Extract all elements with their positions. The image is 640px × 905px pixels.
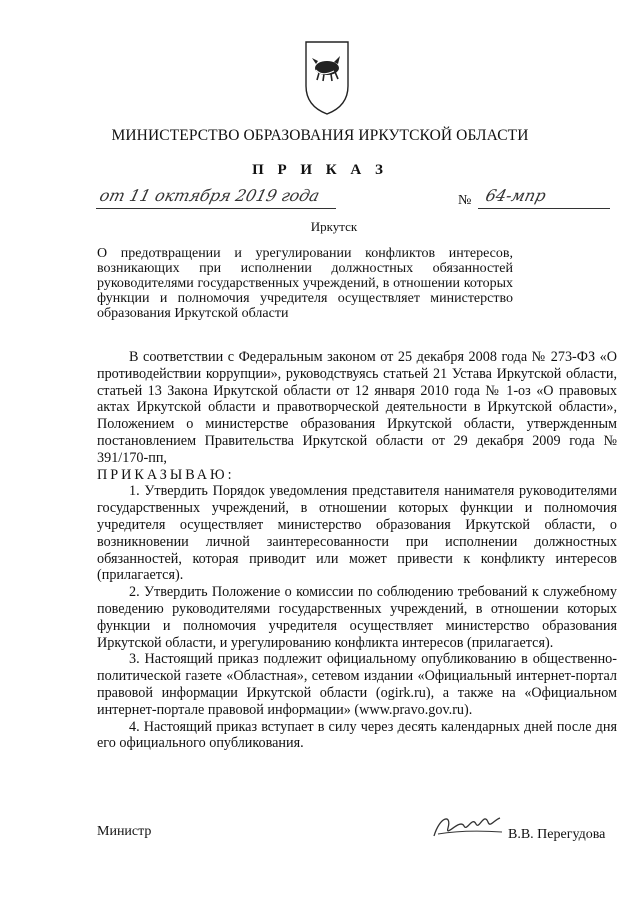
city-label: Иркутск [310,219,358,234]
number-underline [478,208,610,209]
handwritten-date: от 11 октября 2019 года [97,186,322,205]
order-item-3: 3. Настоящий приказ подлежит официальному опубликованию в общественно-политической газете «Областная», сетевом издании «Официальный интернет-портал правовой информации Иркутской области (ogirk.ru), а также на «Официальном интернет-портале правовой информации» (www.pravo.gov.ru). [97,651,617,718]
ministry-title: МИНИСТЕРСТВО ОБРАЗОВАНИЯ ИРКУТСКОЙ ОБЛАСТИ [111,127,529,144]
date-underline [96,208,336,209]
order-body [97,349,617,752]
signatory-name: В.В. Перегудова [508,827,606,842]
document-type-title: П Р И К А З [252,162,388,178]
order-item-2: 2. Утвердить Положение о комиссии по соблюдению требований к служебному поведению руководителями государственных учреждений, в отношении которых функции и полномочия учредителя осуществляет министерство образования Иркутской области, и урегулированию конфликта интересов (прилагается). [97,584,617,651]
preamble-paragraph: В соответствии с Федеральным законом от 25 декабря 2008 года № 273-ФЗ «О противодействии коррупции», руководствуясь статьей 21 Устава Иркутской области, статьей 13 Закона Иркутской области от 12 января 2010 года № 1-оз «О правовых актах Иркутской области и правотворческой деятельности в Иркутской области», Положением о министерстве образования Иркутской области, утвержденным постановлением Правительства Иркутской области от 29 декабря 2009 года № 391/170-пп, [97,349,617,466]
number-label: № [458,193,472,208]
handwritten-number: 64-мпр [483,186,548,205]
order-item-4: 4. Настоящий приказ вступает в силу через десять календарных дней после дня его официального опубликования. [97,718,617,752]
coat-of-arms-icon [304,40,350,116]
handwritten-signature-icon [430,806,510,846]
order-keyword: ПРИКАЗЫВАЮ: [97,466,235,483]
order-subject: О предотвращении и урегулировании конфликтов интересов, возникающих при исполнении должностных обязанностей руководителями государственных учреждений, в отношении которых функции и полномочия учредителя осуществляет министерство образования Иркутской области [97,246,513,321]
signatory-position: Министр [97,824,152,839]
order-item-1: 1. Утвердить Порядок уведомления представителя нанимателя руководителями государственных учреждений, в отношении которых функции и полномочия учредителя осуществляет министерство образования Иркутской области, о возникновении личной заинтересованности при исполнении должностных обязанностей, которая приводит или может привести к конфликту интересов (прилагается). [97,483,617,584]
